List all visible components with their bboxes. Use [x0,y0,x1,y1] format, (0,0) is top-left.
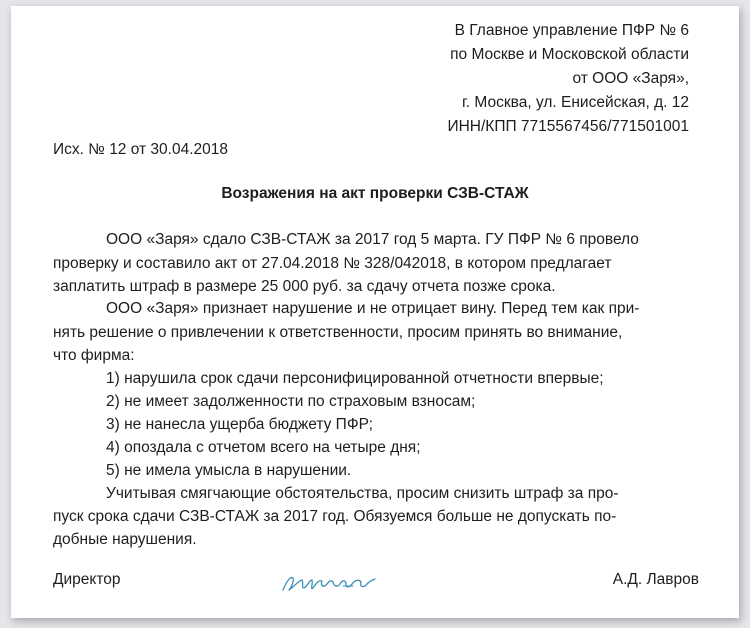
list-item: 1) нарушила срок сдачи персонифицированной отчетности впервые; [106,370,604,387]
signatory-name: А.Д. Лавров [612,571,699,588]
paragraph-line: Учитывая смягчающие обстоятельства, просим снизить штраф за про- [106,485,619,502]
signatory-position: Директор [53,571,121,588]
paragraph-line: ООО «Заря» сдало СЗВ-СТАЖ за 2017 год 5 марта. ГУ ПФР № 6 провело [106,231,639,248]
addressee-line: ИНН/КПП 7715567456/771501001 [447,118,689,135]
list-item: 5) не имела умысла в нарушении. [106,462,352,479]
paragraph-line: ООО «Заря» признает нарушение и не отрицает вину. Перед тем как при- [106,300,640,317]
paragraph-line: пуск срока сдачи СЗВ-СТАЖ за 2017 год. Обязуемся больше не допускать по- [53,508,617,525]
list-item: 2) не имеет задолженности по страховым взносам; [106,393,476,410]
handwritten-signature [279,566,379,596]
document-page [11,6,739,618]
paragraph-line: проверку и составило акт от 27.04.2018 № 328/042018, в котором предлагает [53,255,612,272]
list-item: 3) не нанесла ущерба бюджету ПФР; [106,416,373,433]
paragraph-line: что фирма: [53,347,135,364]
addressee-line: по Москве и Московской области [450,46,689,63]
document-title: Возражения на акт проверки СЗВ-СТАЖ [221,185,529,202]
outgoing-reference: Исх. № 12 от 30.04.2018 [53,141,228,158]
paragraph-line: заплатить штраф в размере 25 000 руб. за сдачу отчета позже срока. [53,278,556,295]
addressee-line: от ООО «Заря», [572,70,689,87]
list-item: 4) опоздала с отчетом всего на четыре дня; [106,439,421,456]
paragraph-line: добные нарушения. [53,531,197,548]
paragraph-line: нять решение о привлечении к ответственности, просим принять во внимание, [53,324,623,341]
addressee-line: г. Москва, ул. Енисейская, д. 12 [462,94,689,111]
addressee-line: В Главное управление ПФР № 6 [454,22,689,39]
